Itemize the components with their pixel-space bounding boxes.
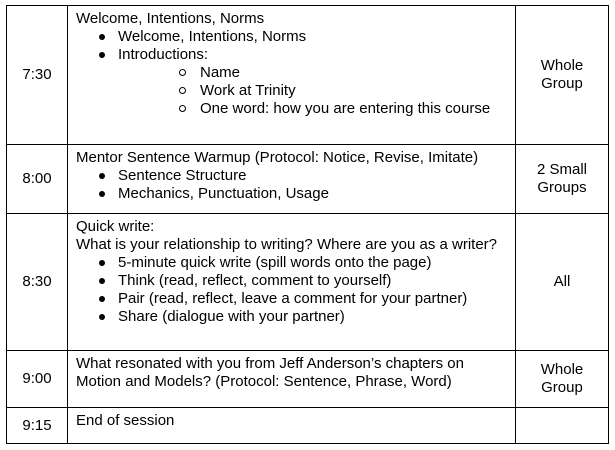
time-cell: 7:30 — [7, 6, 68, 145]
sub-bullet-item: Work at Trinity — [118, 82, 507, 100]
agenda-row — [7, 408, 609, 444]
bullet-list — [76, 254, 507, 326]
agenda-row — [7, 214, 609, 351]
agenda-table — [6, 5, 609, 444]
activity-cell — [68, 145, 516, 214]
activity-title: Quick write: — [76, 218, 155, 235]
sub-bullet-item: One word: how you are entering this course — [118, 100, 507, 118]
bullet-list — [76, 167, 507, 203]
group-cell: Whole Group — [516, 351, 609, 408]
time-cell: 8:30 — [7, 214, 68, 351]
bullet-list — [76, 28, 507, 118]
group-cell: 2 Small Groups — [516, 145, 609, 214]
activity-cell — [68, 214, 516, 351]
agenda-row — [7, 145, 609, 214]
bullet-item-label: Introductions: — [118, 46, 209, 63]
activity-subtitle: What is your relationship to writing? Where are you as a writer? — [76, 236, 498, 253]
bullet-item: Mechanics, Punctuation, Usage — [76, 185, 507, 203]
bullet-item: Sentence Structure — [76, 167, 507, 185]
agenda-row — [7, 6, 609, 145]
activity-cell — [68, 351, 516, 408]
sub-bullet-list — [118, 64, 507, 118]
bullet-item: 5-minute quick write (spill words onto the page) — [76, 254, 507, 272]
activity-title: End of session — [76, 412, 175, 429]
group-cell: Whole Group — [516, 6, 609, 145]
activity-title: What resonated with you from Jeff Anderson’s chapters on Motion and Models? (Protocol: Sentence, Phrase, Word) — [76, 355, 464, 390]
activity-title: Mentor Sentence Warmup (Protocol: Notice, Revise, Imitate) — [76, 149, 479, 166]
bullet-item: Share (dialogue with your partner) — [76, 308, 507, 326]
bullet-item — [76, 46, 507, 118]
bullet-item: Welcome, Intentions, Norms — [76, 28, 507, 46]
time-cell: 9:15 — [7, 408, 68, 444]
bullet-item: Pair (read, reflect, leave a comment for your partner) — [76, 290, 507, 308]
time-cell: 8:00 — [7, 145, 68, 214]
group-cell — [516, 408, 609, 444]
group-cell: All — [516, 214, 609, 351]
time-cell: 9:00 — [7, 351, 68, 408]
activity-title: Welcome, Intentions, Norms — [76, 10, 265, 27]
bullet-item: Think (read, reflect, comment to yourself) — [76, 272, 507, 290]
agenda-row — [7, 351, 609, 408]
sub-bullet-item: Name — [118, 64, 507, 82]
activity-cell — [68, 6, 516, 145]
activity-cell — [68, 408, 516, 444]
